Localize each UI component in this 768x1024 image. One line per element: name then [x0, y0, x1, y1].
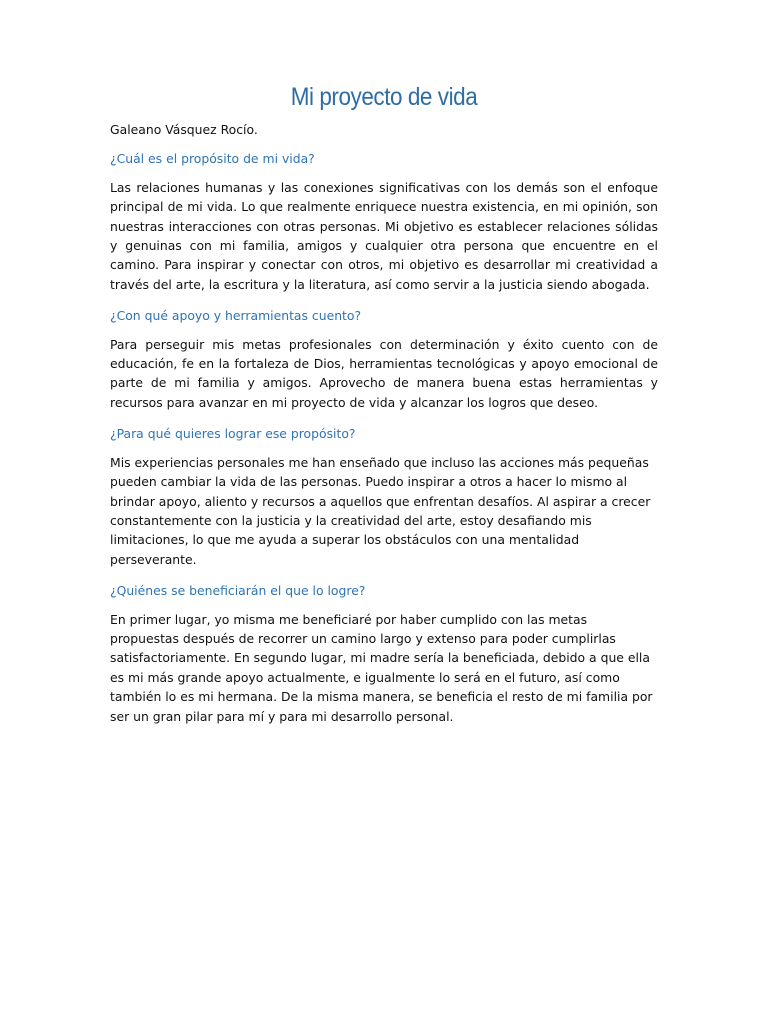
section-paragraph-support: Para perseguir mis metas profesionales con determinación y éxito cuento con de educación, fe en la fortaleza de Dios, herramientas tecnológicas y apoyo emocional de parte de mi familia y amigos. Aprovecho de manera buena estas herramientas y recursos para avanzar en mi proyecto de vida y alcanzar los logros que deseo.: [110, 336, 658, 410]
section-heading-beneficiaries: ¿Quiénes se beneficiarán el que lo logre?: [110, 583, 366, 599]
section-paragraph-reason: Mis experiencias personales me han enseñado que incluso las acciones más pequeñas pueden cambiar la vida de las personas. Puedo inspirar a otros a hacer lo mismo al brindar apoyo, aliento y recursos a aquellos que enfrentan desafíos. Al aspirar a crecer constantemente con la justicia y la creatividad del arte, estoy desafiando mis limitaciones, lo que me ayuda a superar los obstáculos con una mentalidad perseverante.: [110, 454, 651, 567]
section-heading-support: ¿Con qué apoyo y herramientas cuento?: [110, 308, 362, 324]
section-heading-reason: ¿Para qué quieres lograr ese propósito?: [110, 426, 356, 442]
page-title: Mi proyecto de vida: [290, 83, 478, 111]
author-name: Galeano Vásquez Rocío.: [110, 122, 258, 137]
section-heading-purpose: ¿Cuál es el propósito de mi vida?: [110, 151, 315, 167]
section-paragraph-beneficiaries: En primer lugar, yo misma me beneficiaré por haber cumplido con las metas propuestas después de recorrer un camino largo y extenso para poder cumplirlas satisfactoriamente. En segundo lugar, mi madre sería la beneficiada, debido a que ella es mi más grande apoyo actualmente, e igualmente lo será en el futuro, así como también lo es mi hermana. De la misma manera, se beneficia el resto de mi familia por ser un gran pilar para mí y para mi desarrollo personal.: [110, 611, 653, 724]
document-body: [110, 120, 658, 738]
section-paragraph-purpose: Las relaciones humanas y las conexiones significativas con los demás son el enfoque principal de mi vida. Lo que realmente enriquece nuestra existencia, en mi opinión, son nuestras interacciones con otras personas. Mi objetivo es establecer relaciones sólidas y genuinas con mi familia, amigos y cualquier otra persona que encuentre en el camino. Para inspirar y conectar con otros, mi objetivo es desarrollar mi creatividad a través del arte, la escritura y la literatura, así como servir a la justicia siendo abogada.: [110, 179, 658, 292]
